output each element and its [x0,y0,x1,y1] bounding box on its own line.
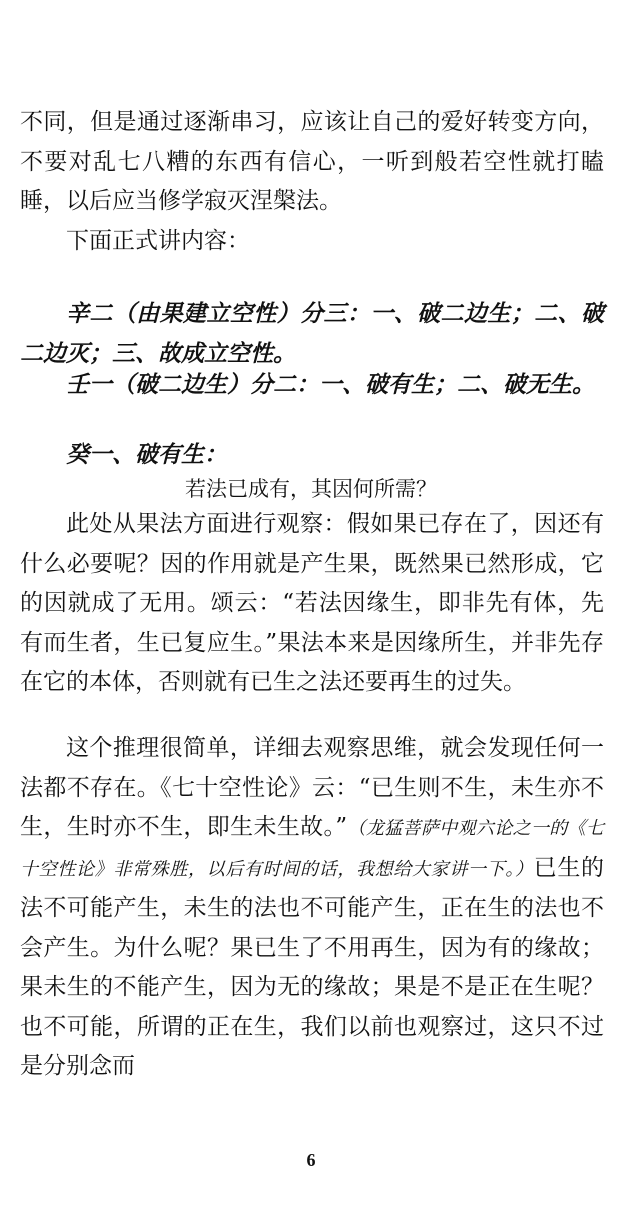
verse-line: 若法已成有，其因何所需？ [185,477,437,501]
paragraph-lead-in: 下面正式讲内容： [66,228,250,254]
paragraph-reasoning-continued: 已生的法不可能产生，未生的法也不可能产生，正在生的法也不会产生。为什么呢？果已生了不用再生，因为有的缘故；果未生的不能产生，因为无的缘故；果是不是正在生呢？也不可能，所谓的正在生，我们以前也观察过，这只不过是分别念而 [20,854,605,1079]
section-heading-xin-er: 辛二（由果建立空性）分三：一、破二边生；二、破二边灭；三、故成立空性。 [20,300,604,367]
paragraph-reasoning-main: 这个推理很简单，详细去观察思维，就会发现任何一法都不存在。《七十空性论》云：“已生则不生，未生亦不生，生时亦不生，即生未生故。” [20,735,604,840]
paragraph-reasoning [20,729,604,1087]
paragraph-reasoning-note: （龙猛菩萨中观六论之一的《七十空性论》非常殊胜，以后有时间的话，我想给大家讲一下。） [20,818,605,880]
paragraph-analysis: 此处从果法方面进行观察：假如果已存在了，因还有什么必要呢？因的作用就是产生果，既然果已然形成，它的因就成了无用。颂云：“若法因缘生，即非先有体，先有而生者，生已复应生。”果法本来是因缘所生，并非先存在它的本体，否则就有已生之法还要再生的过失。 [20,511,604,695]
section-heading-gui-yi: 癸一、破有生： [66,441,227,468]
paragraph-intro: 不同，但是通过逐渐串习，应该让自己的爱好转变方向，不要对乱七八糟的东西有信心，一听到般若空性就打瞌睡，以后应当修学寂灭涅槃法。 [20,109,604,214]
section-heading-ren-yi: 壬一（破二边生）分二：一、破有生；二、破无生。 [66,371,595,398]
page-number: 6 [306,1150,316,1170]
